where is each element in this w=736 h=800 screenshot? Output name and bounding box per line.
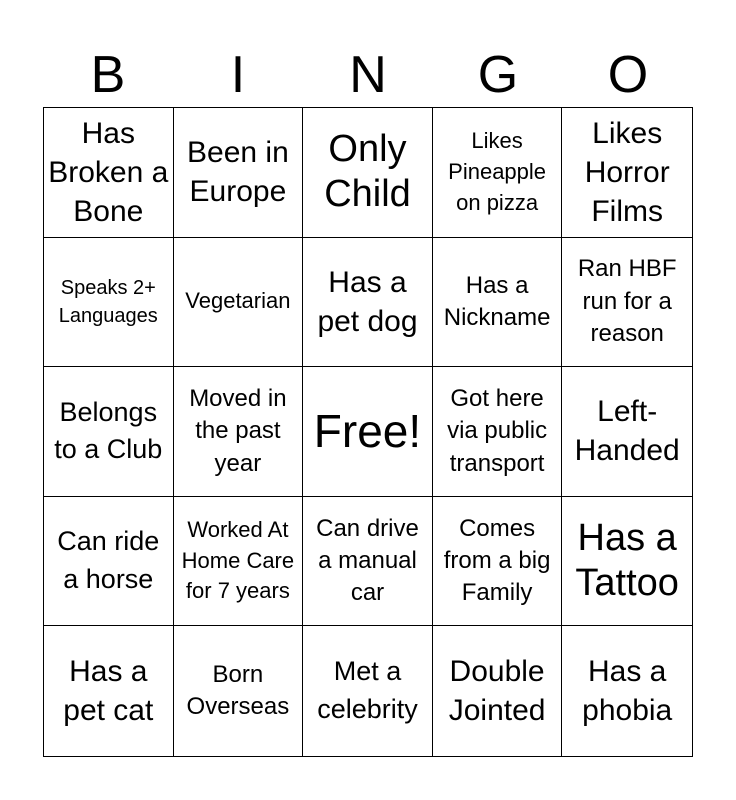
bingo-cell[interactable] (303, 497, 433, 627)
bingo-cell[interactable] (174, 626, 304, 756)
bingo-cell[interactable] (303, 108, 433, 238)
bingo-cell[interactable] (44, 108, 174, 238)
bingo-header (43, 42, 693, 108)
cell-text: Has a pet dog (317, 265, 418, 338)
cell-text: Vegetarian (185, 288, 291, 314)
bingo-cell[interactable] (562, 238, 692, 368)
bingo-cell[interactable] (562, 626, 692, 756)
bingo-cell[interactable] (44, 626, 174, 756)
header-letter-n: N (349, 46, 387, 104)
cell-text: Only Child (324, 127, 411, 216)
cell-text: Has a phobia (582, 655, 673, 728)
bingo-cell[interactable] (562, 497, 692, 627)
cell-text: Has Broken a Bone (48, 116, 169, 228)
cell-text: Born Overseas (186, 660, 290, 721)
bingo-cell[interactable] (562, 108, 692, 238)
cell-text: Likes Pineapple on pizza (448, 128, 547, 215)
cell-text: Been in Europe (187, 136, 289, 209)
bingo-cell[interactable] (44, 238, 174, 368)
cell-text: Likes Horror Films (584, 116, 670, 228)
cell-text: Can drive a manual car (316, 514, 419, 607)
bingo-cell[interactable] (44, 367, 174, 497)
header-letter-o: O (607, 46, 649, 104)
bingo-cell[interactable] (174, 238, 304, 368)
cell-text: Met a celebrity (317, 656, 418, 725)
bingo-cell-free[interactable] (303, 367, 433, 497)
cell-text: Speaks 2+ Languages (58, 276, 158, 327)
cell-text: Has a Nickname (443, 271, 551, 331)
cell-text: Got here via public transport (447, 384, 548, 477)
header-letter-g: G (477, 46, 519, 104)
bingo-cell[interactable] (433, 108, 563, 238)
header-letter-b: B (90, 46, 126, 104)
cell-text: Moved in the past year (189, 384, 287, 477)
bingo-cell[interactable] (303, 238, 433, 368)
cell-text: Comes from a big Family (443, 514, 551, 607)
bingo-cell[interactable] (303, 626, 433, 756)
bingo-cell[interactable] (433, 367, 563, 497)
bingo-cell[interactable] (433, 626, 563, 756)
header-letter-i: I (230, 46, 246, 104)
cell-text: Double Jointed (448, 655, 546, 728)
bingo-cell[interactable] (433, 238, 563, 368)
cell-text: Has a Tattoo (575, 516, 679, 605)
cell-text: Can ride a horse (57, 526, 160, 595)
cell-text: Has a pet cat (63, 655, 154, 728)
bingo-cell[interactable] (174, 108, 304, 238)
bingo-cell[interactable] (174, 497, 304, 627)
bingo-cell[interactable] (44, 497, 174, 627)
bingo-cell[interactable] (562, 367, 692, 497)
cell-text: Left-Handed (574, 395, 680, 468)
bingo-board (43, 107, 693, 757)
cell-text: Free! (313, 404, 422, 457)
bingo-cell[interactable] (433, 497, 563, 627)
bingo-cell[interactable] (174, 367, 304, 497)
cell-text: Worked At Home Care for 7 years (181, 516, 295, 604)
cell-text: Belongs to a Club (54, 396, 163, 465)
cell-text: Ran HBF run for a reason (577, 255, 677, 348)
